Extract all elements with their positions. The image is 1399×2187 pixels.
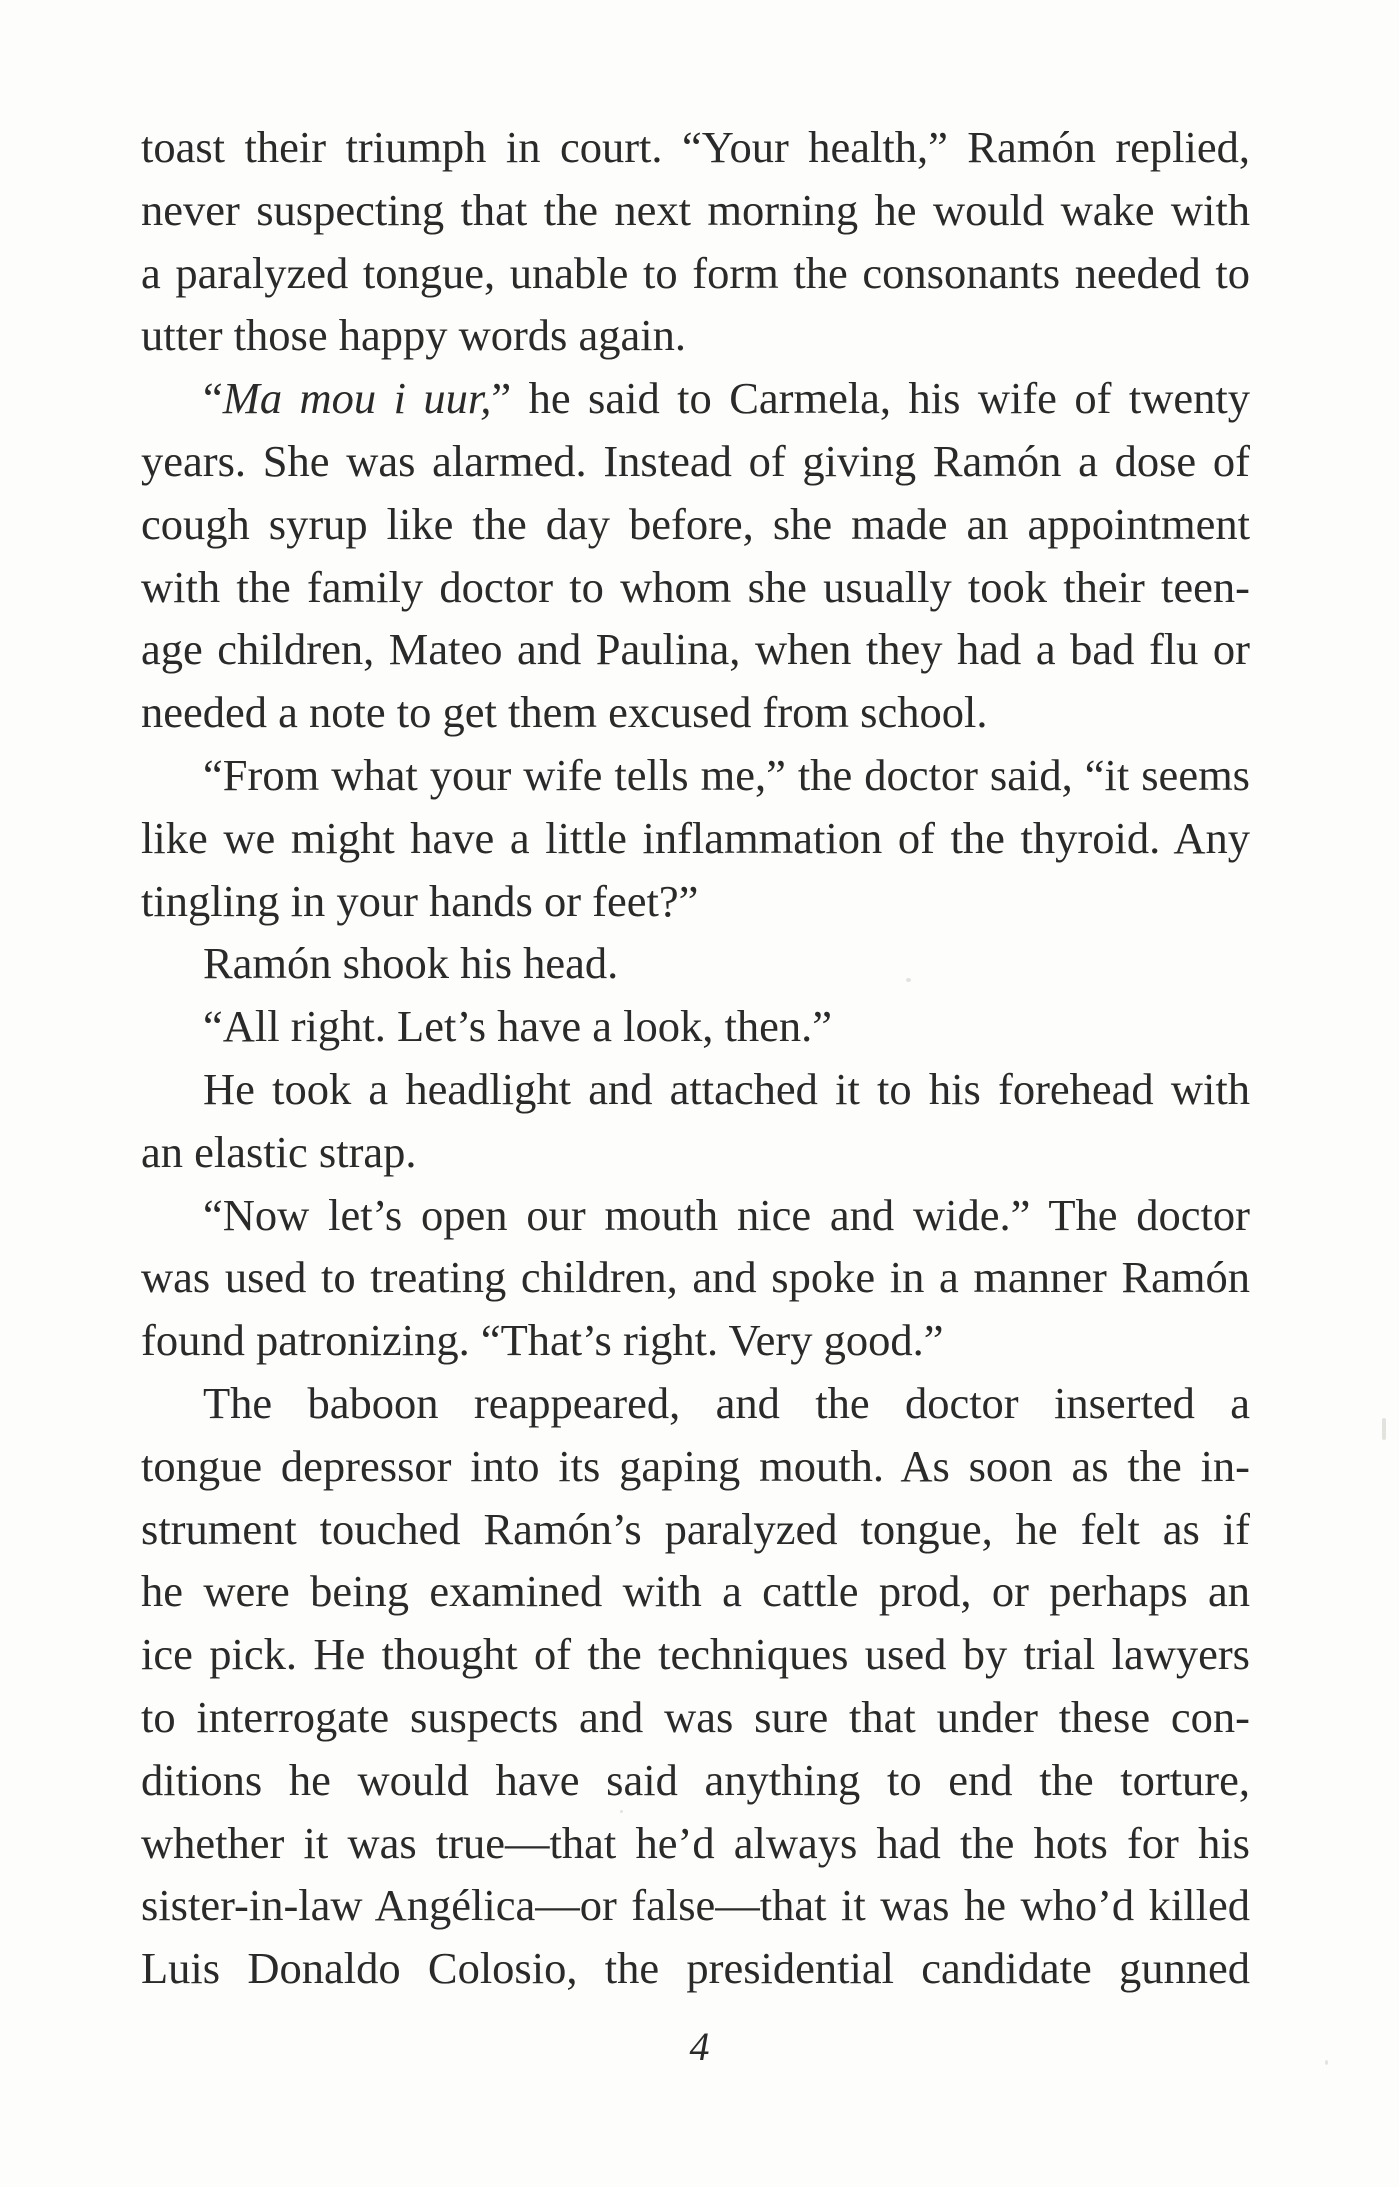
- mumbled-speech: Ma mou i uur,: [222, 373, 492, 424]
- text-line: age children, Mateo and Paulina, when they had a bad flu or: [141, 624, 1250, 675]
- text-line: cough syrup like the day before, she made an appointment: [141, 498, 1250, 549]
- text-line: tongue depressor into its gaping mouth. As soon as the in-: [141, 1440, 1250, 1491]
- text-line: Luis Donaldo Colosio, the presidential candidate gunned: [141, 1943, 1250, 1994]
- paragraph: [141, 744, 1250, 932]
- body-text: [141, 116, 1250, 2000]
- text-line: needed a note to get them excused from school.: [141, 687, 988, 738]
- text-line: years. She was alarmed. Instead of giving Ramón a dose of: [141, 435, 1250, 486]
- paper-speck: [1325, 2060, 1328, 2065]
- paragraph: [141, 995, 1250, 1058]
- text-line: with the family doctor to whom she usually took their teen-: [141, 561, 1250, 612]
- text-line: “From what your wife tells me,” the doctor said, “it seems: [203, 749, 1250, 800]
- text-line: never suspecting that the next morning he would wake with: [141, 184, 1250, 235]
- text-line: whether it was true—that he’d always had the hots for his: [141, 1817, 1250, 1868]
- text-line: strument touched Ramón’s paralyzed tongue, he felt as if: [141, 1503, 1250, 1554]
- paper-speck: [620, 1810, 623, 1813]
- text-line: He took a headlight and attached it to his forehead with: [203, 1063, 1250, 1114]
- text-line: tingling in your hands or feet?”: [141, 875, 699, 926]
- text-line: “All right. Let’s have a look, then.”: [203, 1001, 832, 1052]
- text-line: to interrogate suspects and was sure that under these con-: [141, 1691, 1250, 1742]
- text-line: like we might have a little inflammation of the thyroid. Any: [141, 812, 1250, 863]
- text-line: The baboon reappeared, and the doctor inserted a: [203, 1377, 1250, 1428]
- text-line: sister-in-law Angélica—or false—that it was he who’d killed: [141, 1880, 1250, 1931]
- page-number: 4: [689, 2024, 710, 2069]
- text-line: ditions he would have said anything to end the torture,: [141, 1754, 1250, 1805]
- paragraph: [141, 1058, 1250, 1184]
- text-line: was used to treating children, and spoke in a manner Ramón: [141, 1252, 1250, 1303]
- text-line: ice pick. He thought of the techniques used by trial lawyers: [141, 1629, 1250, 1680]
- paper-speck: [1382, 1418, 1386, 1440]
- text-line: he were being examined with a cattle prod, or perhaps an: [141, 1566, 1250, 1617]
- paragraph: [141, 1372, 1250, 2000]
- text-line: “Now let’s open our mouth nice and wide.” The doctor: [203, 1189, 1250, 1240]
- text-line: a paralyzed tongue, unable to form the consonants needed to: [141, 247, 1250, 298]
- text-line: Ramón shook his head.: [203, 938, 619, 989]
- paragraph: [141, 116, 1250, 367]
- text-line: toast their triumph in court. “Your health,” Ramón replied,: [141, 122, 1250, 172]
- paragraph: [141, 932, 1250, 995]
- paragraph: [141, 367, 1250, 744]
- paragraph: [141, 1184, 1250, 1372]
- text-line: an elastic strap.: [141, 1126, 417, 1177]
- text-line: utter those happy words again.: [141, 310, 686, 361]
- text-line: “Ma mou i uur,” he said to Carmela, his wife of twenty: [203, 373, 1250, 424]
- paper-speck: [906, 978, 911, 982]
- text-line: found patronizing. “That’s right. Very good.”: [141, 1315, 944, 1366]
